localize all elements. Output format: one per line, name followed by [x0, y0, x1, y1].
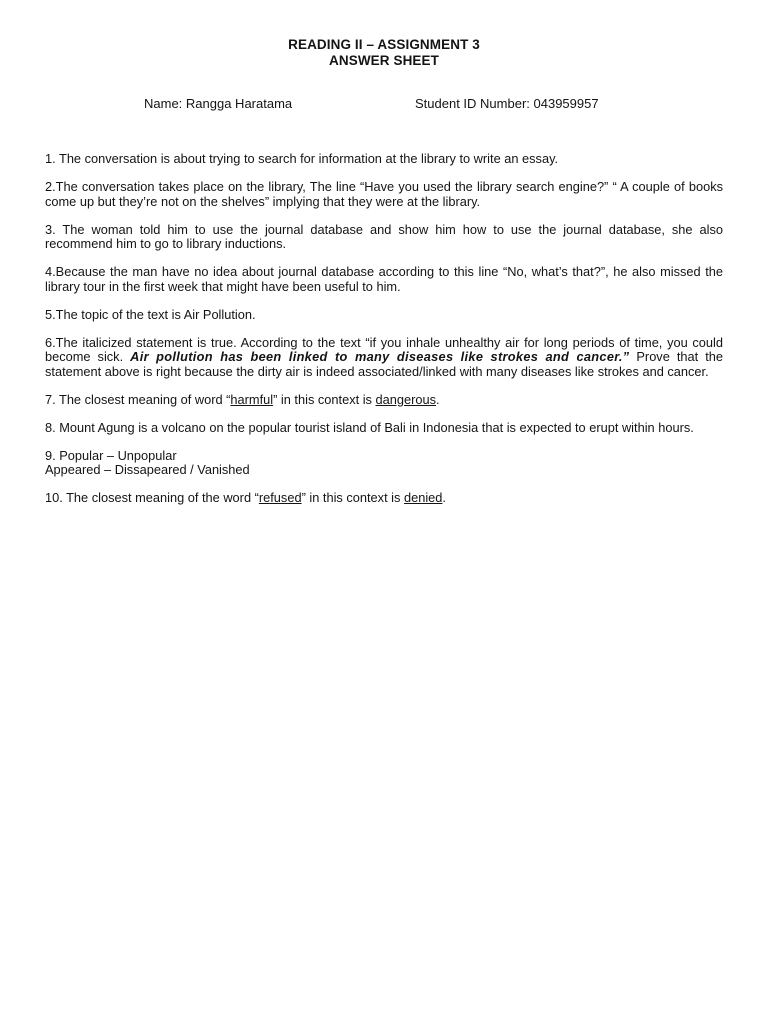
title-line-1: READING II – ASSIGNMENT 3 [288, 37, 480, 52]
answer-10-prefix: 10. The closest meaning of the word “ [45, 490, 259, 505]
answer-4: 4.Because the man have no idea about journal database according to this line “No, what’s that?”, he also missed the library tour in the first week that might have been useful to him. [45, 264, 723, 294]
answer-2: 2.The conversation takes place on the library, The line “Have you used the library search engine?” “ A couple of books come up but they’re not on the shelves” implying that they were at the library. [45, 179, 723, 209]
answer-9-line-2: Appeared – Dissapeared / Vanished [45, 462, 250, 477]
answer-1: 1. The conversation is about trying to search for information at the library to write an essay. [45, 151, 559, 166]
answer-10-suffix: . [442, 490, 446, 505]
answer-10 [45, 491, 723, 506]
answers-list [45, 152, 723, 519]
answer-9 [45, 449, 723, 478]
answer-5: 5.The topic of the text is Air Pollution. [45, 306, 256, 322]
title-line-2: ANSWER SHEET [329, 53, 439, 68]
answer-6-intro: 6.The italicized statement is true. According to the text “if you inhale unhealthy air for long periods of time, you could become sick. [45, 334, 723, 364]
answer-6 [45, 336, 723, 380]
answer-10-middle: ” in this context is [301, 490, 404, 505]
answer-3: 3. The woman told him to use the journal database and show him how to use the journal database, she also recommend him to go to library inductions. [45, 221, 723, 251]
answer-7-suffix: . [436, 391, 440, 407]
answer-7 [45, 393, 723, 408]
answer-6-emphasis: Air pollution has been linked to many diseases like strokes and cancer.” [130, 349, 630, 364]
answer-7-word: harmful [230, 391, 274, 407]
student-id: Student ID Number: 043959957 [415, 96, 599, 111]
student-name: Name: Rangga Haratama [144, 96, 293, 111]
answer-9-line-1: 9. Popular – Unpopular [45, 447, 177, 463]
answer-7-prefix: 7. The closest meaning of word “ [45, 391, 231, 407]
document-title [0, 37, 768, 69]
answer-6-rest: Prove that the statement above is right because the dirty air is indeed associated/linked with many diseases like strokes and cancer. [45, 349, 723, 379]
answer-7-meaning: dangerous [375, 391, 436, 407]
answer-10-word: refused [258, 490, 302, 505]
answer-10-meaning: denied [403, 490, 443, 505]
answer-7-middle: ” in this context is [273, 391, 376, 407]
answer-8: 8. Mount Agung is a volcano on the popular tourist island of Bali in Indonesia that is expected to erupt within hours. [45, 419, 694, 435]
